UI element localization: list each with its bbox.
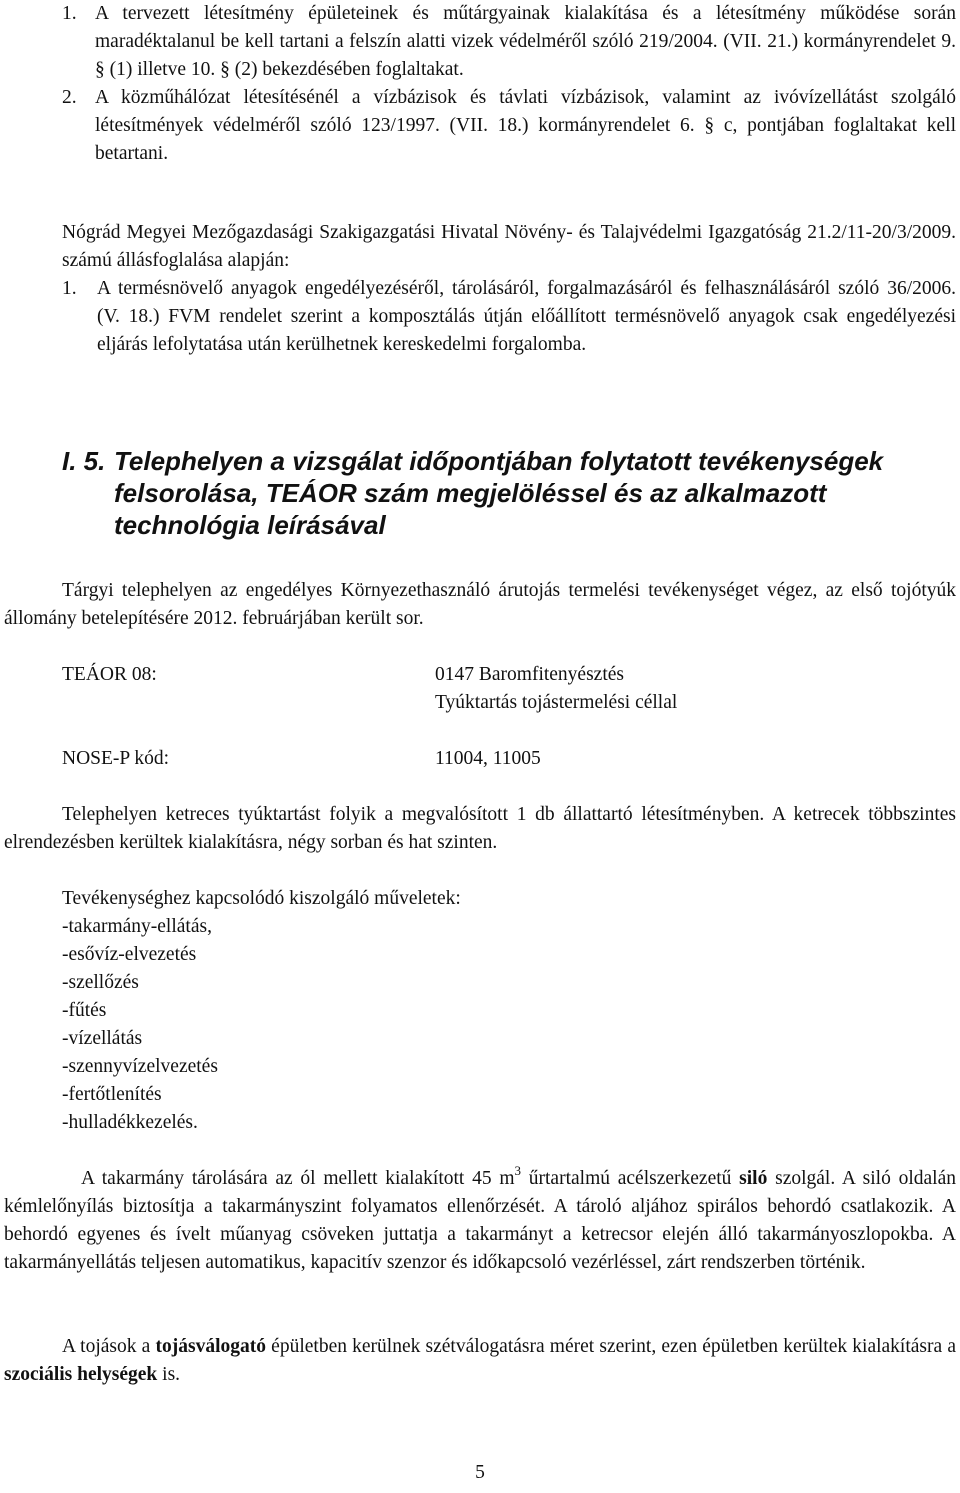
section-title: Telephelyen a vizsgálat időpontjában folytatott tevékenységek felsorolása, TEÁOR szám megjelöléssel és az alkalmazott technológia leírásával (114, 446, 884, 540)
list-text: A tervezett létesítmény épületeinek és műtárgyainak kialakítása és a létesítmény működése során maradéktalanul be kell tartani a felszín alatti vizek védelméről szóló 219/2004. (VII. 21.) kormányrendelet 9. § (1) illetve 10. § (2) bekezdésében foglaltakat. (95, 3, 956, 80)
operation-item: -fűtés (62, 1000, 107, 1021)
bold-term: tojásválogató (155, 1336, 266, 1357)
egg-paragraph (4, 1333, 956, 1389)
feed-text: A takarmány tárolására az ól mellett kialakított 45 m (81, 1168, 515, 1189)
section-heading (62, 445, 956, 541)
teaor-description: Tyúktartás tojástermelési céllal (435, 692, 678, 713)
egg-text: A tojások a (62, 1336, 156, 1357)
operation-item: -esővíz-elvezetés (62, 944, 197, 965)
nose-label: NOSE-P kód: (62, 748, 170, 769)
authority-section (62, 219, 956, 359)
top-list (62, 0, 956, 168)
list-text: A közműhálózat létesítésénél a vízbázisok és távlati vízbázisok, valamint az ivóvízellátást szolgáló létesítmények védelméről szóló 123/1997. (VII. 18.) kormányrendelet 6. § c, pontjában foglaltakat kell betartani. (95, 87, 956, 164)
section-number: I. 5. (62, 446, 106, 476)
list-number: 2. (62, 87, 77, 108)
list-item (62, 0, 956, 84)
operation-item: -hulladékkezelés. (62, 1112, 198, 1133)
list-text: A termésnövelő anyagok engedélyezéséről, tárolásáról, forgalmazásáról és felhasználásáról szóló 36/2006. (V. 18.) FVM rendelet szerint a komposztálás útján előállított termésnövelő anyagok csak engedélyezési eljárás lefolytatása után kerülhetnek kereskedelmi forgalomba. (97, 278, 956, 355)
list-item (62, 275, 956, 359)
bold-term: szociális helységek (4, 1364, 158, 1385)
teaor-value: 0147 Baromfitenyésztés (435, 664, 624, 685)
teaor-label: TEÁOR 08: (62, 664, 157, 685)
operation-item: -vízellátás (62, 1028, 143, 1049)
list-item (62, 84, 956, 168)
operation-item: -fertőtlenítés (62, 1084, 162, 1105)
site-paragraph: Tárgyi telephelyen az engedélyes Környezethasználó árutojás termelési tevékenységet végez, az első tojótyúk állomány betelepítésére 2012. februárjában került sor. (4, 580, 956, 629)
superscript: 3 (514, 1163, 522, 1178)
cage-paragraph: Telephelyen ketreces tyúktartást folyik a megvalósított 1 db állattartó létesítményben. A ketrecek többszintes elrendezésben kerültek kialakításra, négy sorban és hat szinten. (4, 804, 956, 853)
authority-intro: Nógrád Megyei Mezőgazdasági Szakigazgatási Hivatal Növény- és Talajvédelmi Igazgatóság 21.2/11-20/3/2009. számú állásfoglalása alapján: (62, 222, 956, 271)
feed-text: űrtartalmú acélszerkezetű (521, 1168, 740, 1189)
nose-value: 11004, 11005 (435, 748, 541, 769)
operation-item: -szennyvízelvezetés (62, 1056, 218, 1077)
operation-item: -szellőzés (62, 972, 139, 993)
operation-item: -takarmány-ellátás, (62, 916, 212, 937)
list-number: 1. (62, 278, 77, 299)
operations-intro: Tevékenységhez kapcsolódó kiszolgáló műveletek: (62, 888, 461, 909)
page-number: 5 (475, 1462, 485, 1483)
list-number: 1. (62, 3, 77, 24)
feed-paragraph (4, 1165, 956, 1277)
egg-text: is. (157, 1364, 181, 1385)
egg-text: épületben kerülnek szétválogatásra méret szerint, ezen épületben kerültek kialakításra a (266, 1336, 956, 1357)
bold-term: siló (739, 1168, 768, 1189)
feed-text: szolgál. A siló oldalán kémlelőnyílás biztosítja a takarmányszint folyamatos ellenőrzését. A tároló aljához spirálos behordó csatlakozik. A behordó egyenes és ívelt műanyag csöveken juttatja a takarmányt a ketrecsor elején álló takarmányoszlopokba. A takarmányellátás teljesen automatikus, kapacitív szenzor és időkapcsoló vezérléssel, zárt rendszerben történik. (4, 1168, 956, 1273)
